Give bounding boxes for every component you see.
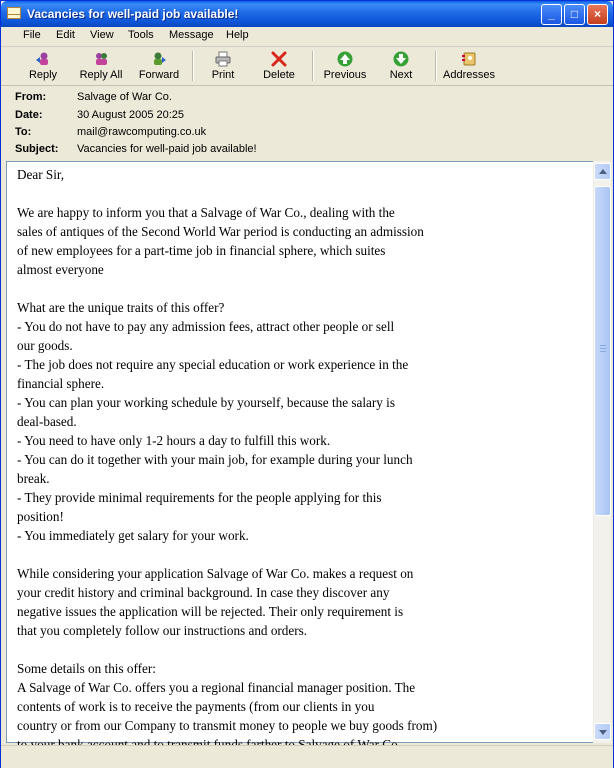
menu-message[interactable]: Message [169, 29, 214, 41]
message-header [1, 86, 613, 158]
chevron-up-icon [599, 169, 607, 174]
reply-label: Reply [28, 69, 58, 81]
from-label: From: [15, 91, 47, 103]
next-button[interactable] [381, 49, 421, 83]
window-title: Vacancies for well-paid job available! [27, 7, 239, 21]
arrow-up-icon [337, 51, 353, 67]
previous-button[interactable] [319, 49, 371, 83]
forward-label: Forward [138, 69, 180, 81]
reply-button[interactable] [21, 49, 65, 83]
printer-icon [215, 51, 231, 67]
reply-all-button[interactable] [73, 49, 129, 83]
minimize-button[interactable]: _ [541, 4, 562, 25]
from-value: Salvage of War Co. [77, 91, 172, 103]
toolbar-separator [192, 51, 194, 81]
reply-all-label: Reply All [79, 69, 123, 81]
grip-line [600, 345, 606, 346]
forward-icon [151, 51, 167, 67]
to-label: To: [15, 126, 32, 138]
scroll-up-button[interactable] [594, 163, 611, 180]
envelope-icon [7, 7, 21, 19]
message-text: Dear Sir, We are happy to inform you that a Salvage of War Co., dealing with the sales of antiques of the Second World War period is conducting an admission of new employees for a part-time job in financial sphere, which suites almost everyone What are the unique traits of this offer? - You do not have to pay any admission fees, attract other people or sell our goods. - The job does not require any special education or work experience in the financial sphere. - You can plan your working schedule by yourself, because the salary is deal-based. - You need to have only 1-2 hours a day to fulfill this work. - You can do it together with your main job, for example during your lunch break. - They provide minimal requirements for the people applying for this position! - You immediately get salary for your work. While considering your application Salvage of War Co. makes a request on your credit history and criminal background. In case they discover any negative issues the application will be rejected. Their only requirement is that you completely follow our instructions and orders. Some details on this offer: A Salvage of War Co. offers you a regional financial manager position. The contents of work is to receive the payments (from our clients in you country or from our Company to transmit money to people we buy goods from) [17, 167, 438, 733]
address-book-icon [461, 51, 477, 67]
menu-help[interactable]: Help [226, 29, 249, 41]
grip-line [600, 351, 606, 352]
next-label: Next [389, 69, 413, 81]
print-button[interactable] [203, 49, 243, 83]
chevron-down-icon [599, 730, 607, 735]
delete-button[interactable] [257, 49, 301, 83]
reply-all-icon [93, 51, 109, 67]
addresses-label: Addresses [443, 69, 495, 81]
vertical-scrollbar[interactable] [593, 161, 611, 743]
toolbar [1, 47, 613, 86]
menu-file[interactable]: File [23, 29, 41, 41]
status-bar [1, 745, 613, 768]
menu-view[interactable]: View [90, 29, 114, 41]
scroll-down-button[interactable] [594, 723, 611, 740]
reply-icon [35, 51, 51, 67]
subject-label: Subject: [15, 143, 59, 155]
print-label: Print [211, 69, 235, 81]
previous-label: Previous [323, 69, 367, 81]
forward-button[interactable] [135, 49, 183, 83]
title-bar[interactable] [1, 1, 613, 27]
toolbar-separator [312, 51, 314, 81]
date-label: Date: [15, 109, 43, 121]
delete-x-icon [271, 51, 287, 67]
addresses-button[interactable] [441, 49, 497, 83]
menu-tools[interactable]: Tools [128, 29, 154, 41]
to-value: mail@rawcomputing.co.uk [77, 126, 207, 138]
menu-edit[interactable]: Edit [56, 29, 75, 41]
maximize-button[interactable]: □ [564, 4, 585, 25]
date-value: 30 August 2005 20:25 [77, 109, 185, 121]
delete-label: Delete [263, 69, 295, 81]
arrow-down-icon [393, 51, 409, 67]
scroll-thumb[interactable] [594, 186, 611, 516]
message-body[interactable] [6, 161, 595, 743]
subject-value: Vacancies for well-paid job available! [77, 143, 257, 155]
menu-bar [1, 27, 613, 47]
close-button[interactable]: × [587, 4, 608, 25]
toolbar-separator [435, 51, 437, 81]
grip-line [600, 348, 606, 349]
